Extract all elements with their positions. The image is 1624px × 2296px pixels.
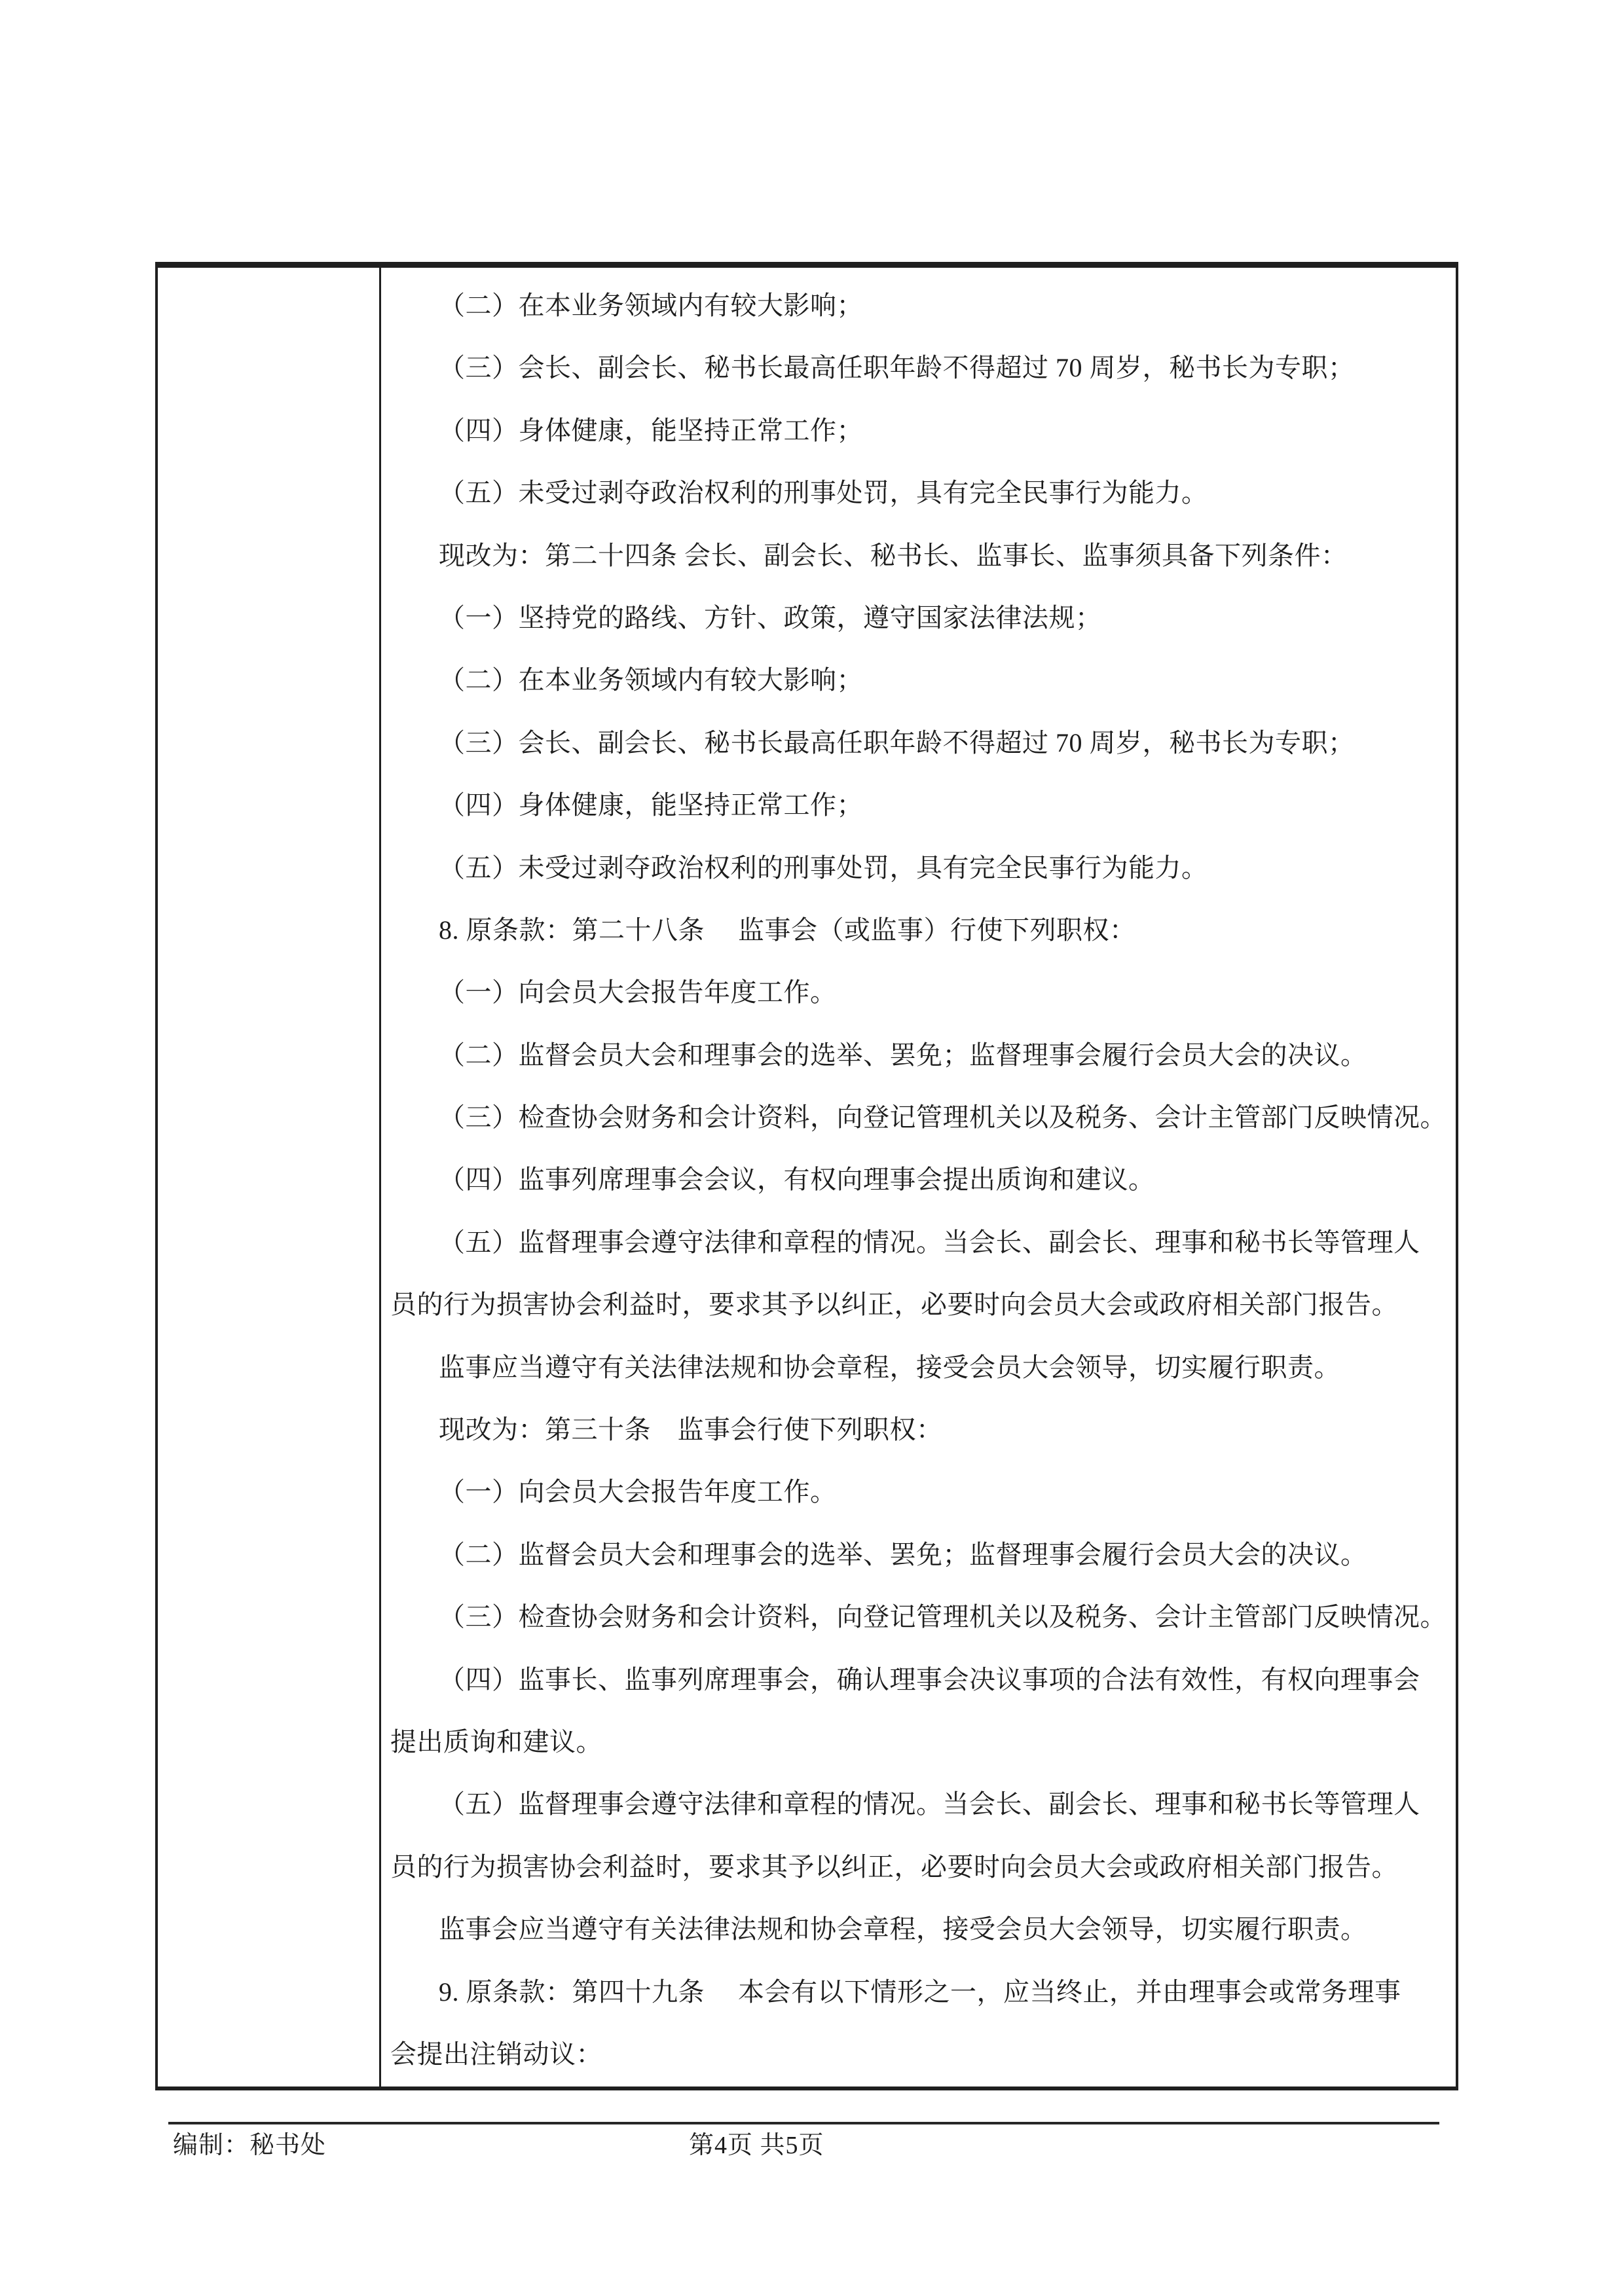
table-text-line: 现改为：第三十条 监事会行使下列职权： — [439, 1415, 943, 1445]
table-text-line: 员的行为损害协会利益时，要求其予以纠正，必要时向会员大会或政府相关部门报告。 — [390, 1851, 1398, 1882]
table-text-line: 会提出注销动议： — [390, 2039, 602, 2069]
table-text-line: 提出质询和建议。 — [390, 1726, 602, 1757]
table-text-line: （四）监事列席理事会会议，有权向理事会提出质询和建议。 — [439, 1165, 1155, 1195]
table-text-line: 监事应当遵守有关法律法规和协会章程，接受会员大会领导，切实履行职责。 — [439, 1352, 1340, 1382]
table-text-line: （三）会长、副会长、秘书长最高任职年龄不得超过 70 周岁，秘书长为专职； — [439, 353, 1355, 383]
table-text-line: （一）向会员大会报告年度工作。 — [439, 1477, 837, 1507]
table-text-line: 8. 原条款：第二十八条 监事会（或监事）行使下列职权： — [439, 915, 1136, 945]
table-text-line: 现改为：第二十四条 会长、副会长、秘书长、监事长、监事须具备下列条件： — [439, 540, 1348, 570]
table-text-line: （四）监事长、监事列席理事会，确认理事会决议事项的合法有效性，有权向理事会 — [439, 1664, 1420, 1694]
table-text-line: （五）监督理事会遵守法律和章程的情况。当会长、副会长、理事和秘书长等管理人 — [439, 1789, 1420, 1819]
table-text-line: （五）未受过剥夺政治权利的刑事处罚，具有完全民事行为能力。 — [439, 478, 1208, 508]
table-text-line: （一）向会员大会报告年度工作。 — [439, 977, 837, 1008]
table-text-line: 员的行为损害协会利益时，要求其予以纠正，必要时向会员大会或政府相关部门报告。 — [390, 1290, 1398, 1320]
table-text-line: （三）会长、副会长、秘书长最高任职年龄不得超过 70 周岁，秘书长为专职； — [439, 727, 1355, 757]
footer-compiled-by: 编制：秘书处 — [173, 2132, 327, 2159]
footer-page-number: 第4页 共5页 — [689, 2132, 824, 2159]
table-text-line: （二）在本业务领域内有较大影响； — [439, 665, 863, 695]
table-left-column — [158, 268, 381, 2086]
table-text-line: （四）身体健康，能坚持正常工作； — [439, 790, 863, 820]
table-text-line: （一）坚持党的路线、方针、政策，遵守国家法律法规； — [439, 602, 1102, 632]
table-text-line: （五）监督理事会遵守法律和章程的情况。当会长、副会长、理事和秘书长等管理人 — [439, 1227, 1420, 1257]
amendment-table — [155, 262, 1458, 2090]
table-text-line: （二）监督会员大会和理事会的选举、罢免；监督理事会履行会员大会的决议。 — [439, 1539, 1367, 1569]
table-text-line: （四）身体健康，能坚持正常工作； — [439, 415, 863, 445]
table-text-line: （三）检查协会财务和会计资料，向登记管理机关以及税务、会计主管部门反映情况。 — [439, 1602, 1447, 1632]
table-text-line: 9. 原条款：第四十九条 本会有以下情形之一，应当终止，并由理事会或常务理事 — [439, 1977, 1401, 2007]
table-text-line: 监事会应当遵守有关法律法规和协会章程，接受会员大会领导，切实履行职责。 — [439, 1914, 1367, 1944]
table-main-column — [381, 268, 1456, 2086]
table-text-line: （二）在本业务领域内有较大影响； — [439, 291, 863, 320]
table-text-line: （三）检查协会财务和会计资料，向登记管理机关以及税务、会计主管部门反映情况。 — [439, 1102, 1447, 1133]
footer-divider — [168, 2122, 1439, 2124]
table-text-line: （二）监督会员大会和理事会的选举、罢免；监督理事会履行会员大会的决议。 — [439, 1040, 1367, 1070]
table-text-line: （五）未受过剥夺政治权利的刑事处罚，具有完全民事行为能力。 — [439, 852, 1208, 883]
